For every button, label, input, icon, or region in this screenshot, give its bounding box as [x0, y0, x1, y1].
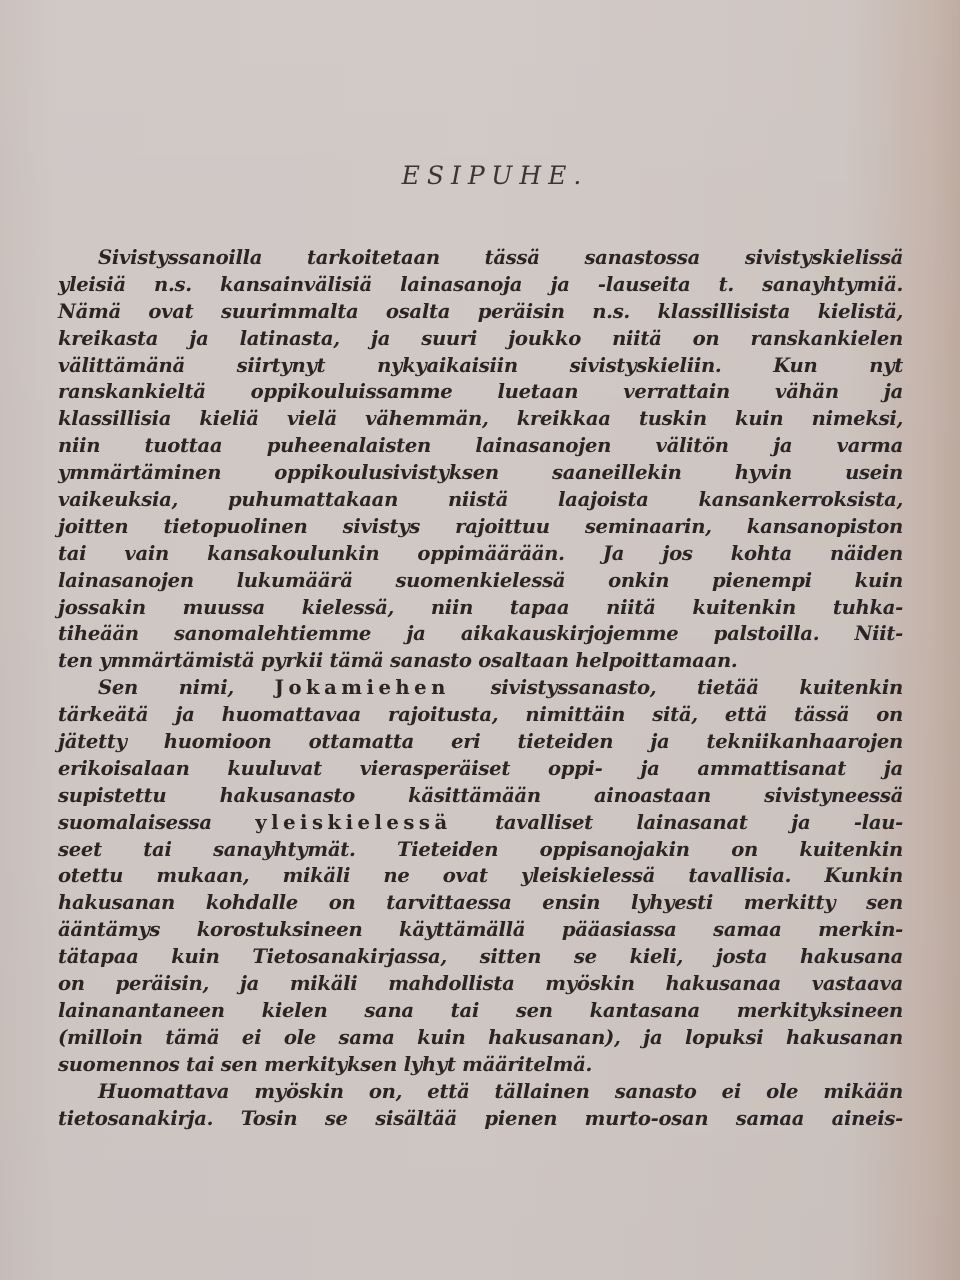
text-line: supistettu hakusanasto käsittämään ainoastaan sivistyneessä	[58, 783, 903, 807]
text-line: ääntämys korostuksineen käyttämällä pääasiassa samaa merkin-	[58, 918, 903, 942]
paragraph-start-line: Sivistyssanoilla tarkoitetaan tässä sanastossa sivistyskielissä	[98, 246, 903, 269]
paragraph-start-line: Huomattava myöskin on, että tällainen sanasto ei ole mikään	[98, 1079, 903, 1103]
text-line: jätetty huomioon ottamatta eri tieteiden ja tekniikanhaarojen	[58, 730, 903, 754]
text-line: hakusanan kohdalle on tarvittaessa ensin lyhyesti merkitty sen	[58, 891, 903, 915]
text-line: kreikasta ja latinasta, ja suuri joukko niitä on ranskankielen	[58, 326, 903, 350]
text-line: seet tai sanayhtymät. Tieteiden oppisanojakin on kuitenkin	[58, 837, 903, 861]
text-line: ranskankieltä oppikouluissamme luetaan verrattain vähän ja	[58, 380, 903, 404]
text-line: lainanantaneen kielen sana tai sen kantasana merkityksineen	[58, 998, 903, 1022]
text-line: yleisiä n.s. kansainvälisiä lainasanoja ja -lauseita t. sanayhtymiä.	[58, 272, 903, 296]
emphasized-term: Jokamiehen	[274, 676, 450, 700]
text-line: (milloin tämä ei ole sama kuin hakusanan), ja lopuksi hakusanan	[58, 1025, 903, 1049]
preface-body	[58, 245, 903, 1132]
paragraph-start-line	[58, 675, 903, 702]
text-line: erikoisalaan kuuluvat vierasperäiset oppi- ja ammattisanat ja	[58, 756, 903, 780]
text-line: tai vain kansakoulunkin oppimäärään. Ja jos kohta näiden	[58, 541, 903, 565]
text-line: välittämänä siirtynyt nykyaikaisiin sivistyskieliin. Kun nyt	[58, 353, 903, 377]
text-segment: sivistyssanasto, tietää kuitenkin	[449, 676, 903, 700]
text-line: joitten tietopuolinen sivistys rajoittuu seminaarin, kansanopiston	[58, 514, 903, 538]
text-line: tärkeätä ja huomattavaa rajoitusta, nimittäin sitä, että tässä on	[58, 703, 903, 727]
text-line	[58, 810, 903, 837]
text-line: on peräisin, ja mikäli mahdollista myöskin hakusanaa vastaava	[58, 972, 903, 996]
text-line: ymmärtäminen oppikoulusivistyksen saaneillekin hyvin usein	[58, 461, 903, 485]
text-line: lainasanojen lukumäärä suomenkielessä onkin pienempi kuin	[58, 568, 903, 592]
text-segment: tavalliset lainasanat ja -lau-	[451, 810, 903, 834]
text-segment: Sen nimi,	[98, 676, 275, 700]
text-line: jossakin muussa kielessä, niin tapaa niitä kuitenkin tuhka-	[58, 595, 903, 619]
emphasized-term: yleiskielessä	[255, 810, 452, 834]
text-line: klassillisia kieliä vielä vähemmän, kreikkaa tuskin kuin nimeksi,	[58, 407, 903, 431]
text-segment: suomalaisessa	[58, 810, 256, 834]
text-line: suomennos tai sen merkityksen lyhyt määritelmä.	[58, 1052, 592, 1076]
text-line: tätapaa kuin Tietosanakirjassa, sitten se kieli, josta hakusana	[58, 945, 903, 969]
page-title: ESIPUHE.	[401, 161, 589, 190]
text-line: otettu mukaan, mikäli ne ovat yleiskielessä tavallisia. Kunkin	[58, 864, 903, 888]
text-line: vaikeuksia, puhumattakaan niistä laajoista kansankerroksista,	[58, 488, 903, 512]
text-line: niin tuottaa puheenalaisten lainasanojen välitön ja varma	[58, 434, 903, 458]
text-line: ten ymmärtämistä pyrkii tämä sanasto osaltaan helpoittamaan.	[58, 649, 738, 673]
text-line: tietosanakirja. Tosin se sisältää pienen murto-osan samaa aineis-	[58, 1106, 903, 1130]
text-line: tiheään sanomalehtiemme ja aikakauskirjojemme palstoilla. Niit-	[58, 622, 903, 646]
text-line: Nämä ovat suurimmalta osalta peräisin n.s. klassillisista kielistä,	[58, 299, 903, 323]
